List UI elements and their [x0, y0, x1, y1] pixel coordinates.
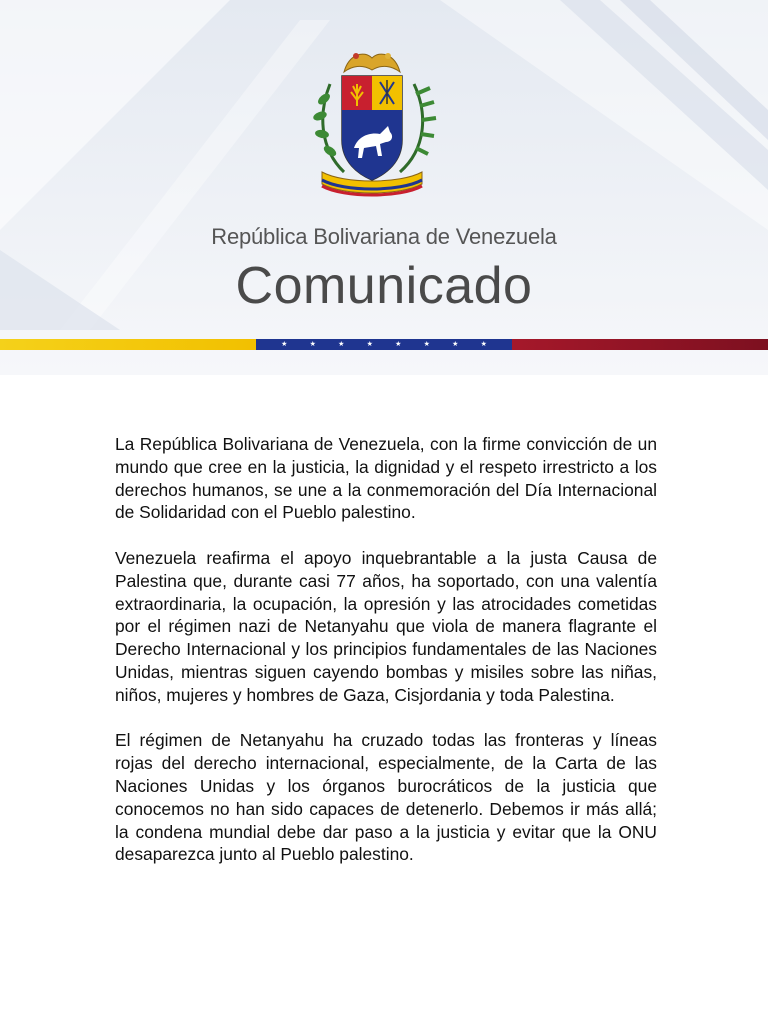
flag-stripe [0, 339, 768, 350]
flag-stripe-blue [256, 339, 512, 350]
paragraph: La República Bolivariana de Venezuela, con la firme convicción de un mundo que cree en la justicia, la dignidad y el respeto irrestricto a los derechos humanos, se une a la conmemoración del Día Internacional de Solidaridad con el Pueblo palestino. [115, 434, 657, 523]
flag-stripe-yellow [0, 339, 256, 350]
star-icon: ★ [309, 341, 316, 348]
paragraph: Venezuela reafirma el apoyo inquebrantable a la justa Causa de Palestina que, durante casi 77 años, ha soportado, con una valentía extraordinaria, la ocupación, la opresión y las atrocidades cometidas por el régimen nazi de Netanyahu que viola de manera flagrante el Derecho Internacional y los principios fundamentales de las Naciones Unidas, mientras siguen cayendo bombas y misiles sobre las niñas, niños, mujeres y hombres de Gaza, Cisjordania y toda Palestina. [115, 547, 657, 705]
communique-header [0, 0, 768, 375]
star-icon: ★ [480, 341, 487, 348]
star-icon: ★ [281, 341, 288, 348]
star-icon: ★ [395, 341, 402, 348]
star-icon: ★ [423, 341, 430, 348]
paragraph: El régimen de Netanyahu ha cruzado todas las fronteras y líneas rojas del derecho internacional, especialmente, de la Carta de las Naciones Unidas y los órganos burocráticos de la justicia que conocemos no han sido capaces de detenerlo. Debemos ir más allá; la condena mundial debe dar paso a la justicia y evitar que la ONU desaparezca junto al Pueblo palestino. [115, 730, 657, 865]
coat-of-arms-icon [304, 44, 440, 204]
star-icon: ★ [452, 341, 459, 348]
flag-stripe-red [512, 339, 768, 350]
communique-body [115, 433, 657, 889]
page-title: Comunicado [235, 257, 533, 315]
country-name: República Bolivariana de Venezuela [211, 224, 557, 249]
star-icon: ★ [338, 341, 345, 348]
star-icon: ★ [366, 341, 373, 348]
